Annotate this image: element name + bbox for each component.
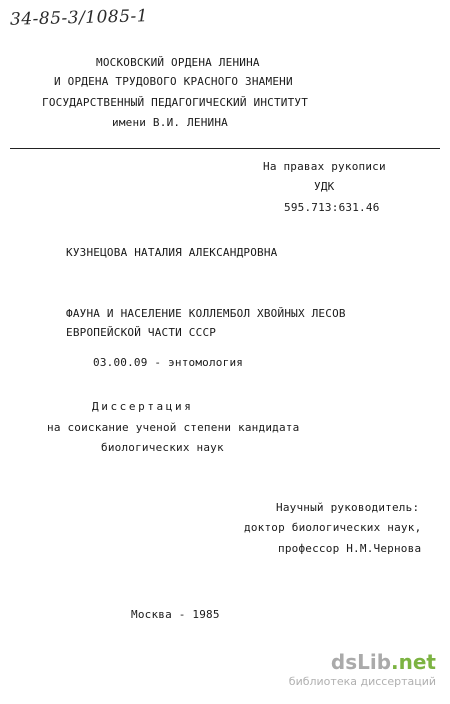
- institution-line-4: имени В.И. ЛЕНИНА: [112, 116, 228, 129]
- place-year: Москва - 1985: [131, 608, 220, 621]
- manuscript-rights: На правах рукописи: [263, 160, 386, 173]
- degree-line-2: биологических наук: [101, 441, 224, 454]
- udc-code: 595.713:631.46: [284, 201, 380, 214]
- handwritten-catalog-mark: 34-85-3/1085-1: [9, 6, 149, 30]
- watermark-logo-tld: .net: [391, 650, 436, 674]
- supervisor-label: Научный руководитель:: [276, 501, 420, 514]
- udc-label: УДК: [314, 180, 335, 193]
- header-divider: [10, 148, 440, 149]
- institution-line-3: ГОСУДАРСТВЕННЫЙ ПЕДАГОГИЧЕСКИЙ ИНСТИТУТ: [42, 96, 309, 109]
- specialty: 03.00.09 - энтомология: [93, 356, 244, 369]
- thesis-title-line-1: ФАУНА И НАСЕЛЕНИЕ КОЛЛЕМБОЛ ХВОЙНЫХ ЛЕСОВ: [66, 307, 346, 320]
- degree-line-1: на соискание ученой степени кандидата: [47, 421, 300, 434]
- institution-line-1: МОСКОВСКИЙ ОРДЕНА ЛЕНИНА: [96, 56, 260, 69]
- thesis-title-line-2: ЕВРОПЕЙСКОЙ ЧАСТИ СССР: [66, 326, 217, 339]
- watermark-logo-main: dsLib: [330, 650, 392, 674]
- supervisor-degree: доктор биологических наук,: [244, 521, 422, 534]
- dissertation-heading: Диссертация: [92, 400, 194, 413]
- dslib-watermark-caption: библиотека диссертаций: [288, 675, 436, 688]
- author-name: КУЗНЕЦОВА НАТАЛИЯ АЛЕКСАНДРОВНА: [66, 246, 278, 259]
- supervisor-name: профессор Н.М.Чернова: [278, 542, 422, 555]
- dslib-watermark-logo: [331, 650, 436, 674]
- institution-line-2: И ОРДЕНА ТРУДОВОГО КРАСНОГО ЗНАМЕНИ: [54, 75, 293, 88]
